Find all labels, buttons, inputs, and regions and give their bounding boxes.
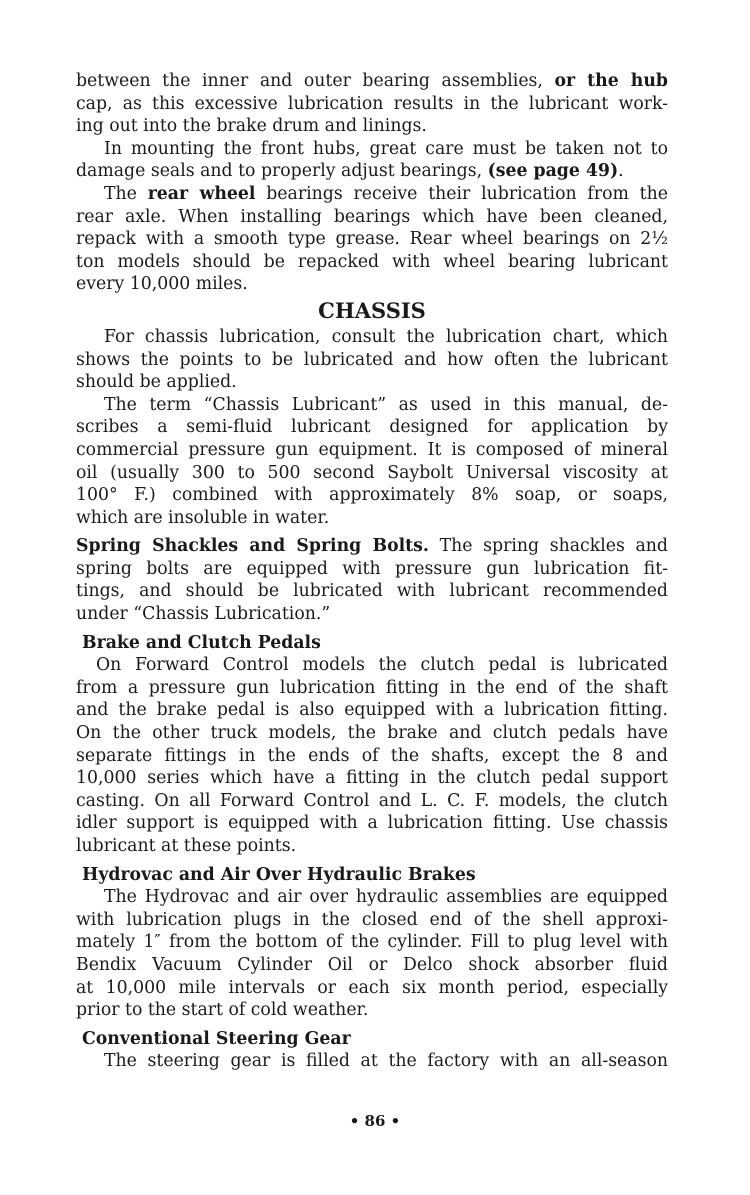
text-line: every 10,000 miles. (76, 274, 248, 295)
text-line: cap, as this excessive lubrication results in the lubricant work- (76, 93, 668, 114)
paragraph-hydrovac (76, 886, 668, 1022)
text-line: between the inner and outer bearing assemblies, or the hub (76, 71, 669, 91)
text-line: On the other truck models, the brake and clutch pedals have (76, 723, 668, 744)
text-line: commercial pressure gun equipment. It is composed of mineral (76, 439, 668, 460)
text-line: idler support is equipped with a lubrication fitting. Use chassis (76, 813, 668, 834)
text-line: shows the points to be lubricated and how often the lubricant (76, 349, 668, 370)
text-line: oil (usually 300 to 500 second Saybolt Universal viscosity at (76, 462, 668, 483)
text-line: ing out into the brake drum and linings. (76, 116, 427, 137)
text-line: ton models should be repacked with wheel bearing lubricant (76, 251, 668, 272)
paragraph-front-hubs (76, 138, 668, 183)
text-line: under “Chassis Lubrication.” (76, 604, 331, 625)
text-line: The steering gear is filled at the factory with an all-season (104, 1051, 668, 1072)
text-line: repack with a smooth type grease. Rear wheel bearings on 2½ (76, 229, 668, 250)
page-number: • 86 • (349, 1112, 401, 1130)
text-line: Spring Shackles and Spring Bolts. The spring shackles and (76, 536, 668, 557)
text-line: damage seals and to properly adjust bearings, (see page 49). (76, 161, 624, 182)
subheading-hydrovac: Hydrovac and Air Over Hydraulic Brakes (82, 864, 476, 885)
text-line: In mounting the front hubs, great care must be taken not to (104, 138, 668, 159)
text-line: with lubrication plugs in the closed end of the shell approxi- (76, 909, 668, 930)
text-line: scribes a semi-fluid lubricant designed for application by (76, 417, 668, 438)
paragraph-brake-clutch (76, 654, 668, 857)
run-in-heading: Spring Shackles and Spring Bolts. (76, 536, 429, 557)
text-line: should be applied. (76, 372, 237, 393)
text-line: 100° F.) combined with approximately 8% soap, or soaps, (76, 485, 668, 506)
text-line: The Hydrovac and air over hydraulic assemblies are equipped (104, 887, 668, 908)
text-line: rear axle. When installing bearings which have been cleaned, (76, 206, 668, 227)
paragraph-hub-lubrication (76, 70, 668, 138)
paragraph-rear-wheel (76, 183, 668, 296)
text-line: prior to the start of cold weather. (76, 1000, 369, 1021)
paragraph-chassis-lubricant-definition (76, 394, 668, 530)
paragraph-spring-shackles (76, 535, 668, 625)
manual-page (76, 70, 668, 1073)
subheading-brake-clutch-pedals: Brake and Clutch Pedals (82, 632, 321, 653)
text-line: separate fittings in the ends of the shafts, except the 8 and (76, 745, 668, 766)
text-line: Bendix Vacuum Cylinder Oil or Delco shock absorber fluid (76, 954, 668, 975)
page-reference: (see page 49) (487, 161, 619, 182)
text-line: spring bolts are equipped with pressure gun lubrication fit- (76, 558, 668, 579)
text-line: mately 1″ from the bottom of the cylinder. Fill to plug level with (76, 932, 668, 953)
subheading-steering-gear: Conventional Steering Gear (82, 1028, 351, 1049)
text-line: The term “Chassis Lubricant” as used in this manual, de- (104, 394, 668, 415)
text-line: For chassis lubrication, consult the lubrication chart, which (104, 326, 668, 347)
text-line: casting. On all Forward Control and L. C. F. models, the clutch (76, 790, 668, 811)
section-heading-chassis: CHASSIS (318, 297, 426, 323)
text-line: On Forward Control models the clutch pedal is lubricated (96, 655, 668, 676)
paragraph-steering-gear (76, 1050, 668, 1073)
text-line: at 10,000 mile intervals or each six month period, especially (76, 977, 668, 998)
paragraph-chassis-lubrication (76, 326, 668, 394)
text-line: which are insoluble in water. (76, 507, 330, 528)
text-line: The rear wheel bearings receive their lubrication from the (104, 183, 668, 204)
text-line: lubricant at these points. (76, 836, 297, 856)
text-line: tings, and should be lubricated with lubricant recommended (76, 581, 668, 602)
text-line: and the brake pedal is also equipped with a lubrication fitting. (76, 700, 668, 721)
text-line: from a pressure gun lubrication fitting in the end of the shaft (76, 677, 668, 698)
text-line: 10,000 series which have a fitting in the clutch pedal support (76, 768, 668, 789)
